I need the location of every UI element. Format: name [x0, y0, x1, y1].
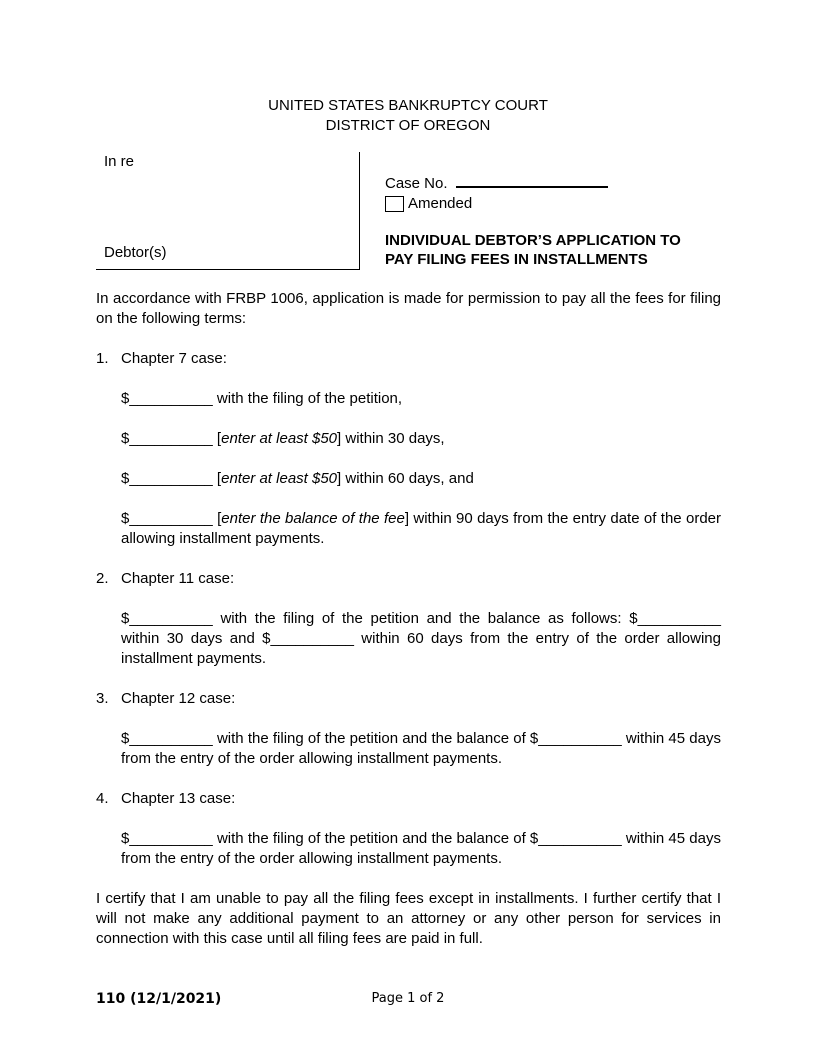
court-header: [0, 96, 816, 136]
line-text: with the filing of the petition,: [212, 390, 403, 407]
chapter-11-terms: $__________ with the filing of the petition and the balance as follows: $__________ within 30 days and $__________ within 60 days from the entry of the order allowing installment payments.: [121, 610, 721, 667]
amount-blank[interactable]: $__________: [121, 430, 213, 447]
instruction-text: enter at least $50: [221, 430, 338, 447]
line-text: ] within 90 days from the entry date of the order allowing installment payments.: [121, 510, 721, 547]
item-number: 3.: [96, 690, 109, 707]
caption-case-box: [385, 170, 725, 269]
amount-blank[interactable]: $__________: [121, 510, 213, 527]
amended-checkbox[interactable]: [385, 196, 404, 212]
in-re-label: In re: [104, 153, 135, 170]
case-number-field[interactable]: [456, 170, 608, 188]
amount-blank[interactable]: $__________: [121, 470, 213, 487]
chapter-7-line-1: [96, 389, 721, 409]
document-title: [385, 231, 725, 269]
item-title: Chapter 13 case:: [121, 790, 236, 807]
line-text: ] within 60 days, and: [337, 470, 474, 487]
item-title: Chapter 11 case:: [121, 570, 235, 587]
chapter-11-heading: [96, 569, 721, 589]
chapter-7-line-4: [96, 509, 721, 549]
chapter-7-line-3: [96, 469, 721, 489]
chapter-13-terms: $__________ with the filing of the petition and the balance of $__________ within 45 days from the entry of the order allowing installment payments.: [121, 830, 721, 867]
caption-debtor-box: [96, 152, 360, 270]
amended-row: [385, 194, 725, 214]
chapter-7-line-2: [96, 429, 721, 449]
bracket-open: [: [212, 510, 222, 527]
item-title: Chapter 7 case:: [121, 350, 227, 367]
item-number: 2.: [96, 570, 109, 587]
case-number-label: Case No.: [385, 175, 448, 192]
district-name: DISTRICT OF OREGON: [325, 117, 491, 134]
instruction-text: enter at least $50: [221, 470, 338, 487]
amount-blank[interactable]: $__________: [121, 390, 213, 407]
document-body: [96, 289, 721, 949]
chapter-12-heading: [96, 689, 721, 709]
debtors-label: Debtor(s): [104, 244, 167, 261]
chapter-13-heading: [96, 789, 721, 809]
title-line-2: PAY FILING FEES IN INSTALLMENTS: [385, 251, 648, 268]
amended-label: Amended: [408, 195, 473, 212]
title-line-1: INDIVIDUAL DEBTOR’S APPLICATION TO: [385, 232, 681, 249]
form-number: 110 (12/1/2021): [96, 991, 222, 1007]
bracket-open: [: [212, 430, 222, 447]
bracket-open: [: [212, 470, 222, 487]
case-number-row: [385, 170, 725, 194]
item-number: 1.: [96, 350, 109, 367]
line-text: ] within 30 days,: [337, 430, 445, 447]
instruction-text: enter the balance of the fee: [221, 510, 405, 527]
item-number: 4.: [96, 790, 109, 807]
chapter-7-heading: [96, 349, 721, 369]
chapter-12-terms: $__________ with the filing of the petition and the balance of $__________ within 45 days from the entry of the order allowing installment payments.: [121, 730, 721, 767]
intro-paragraph: In accordance with FRBP 1006, application is made for permission to pay all the fees for filing on the following terms:: [96, 290, 721, 327]
page-number: Page 1 of 2: [371, 991, 445, 1006]
item-title: Chapter 12 case:: [121, 690, 236, 707]
court-name: UNITED STATES BANKRUPTCY COURT: [268, 97, 548, 114]
certification-paragraph: I certify that I am unable to pay all the filing fees except in installments. I further certify that I will not make any additional payment to an attorney or any other person for services in connection with this case until all filing fees are paid in full.: [96, 890, 721, 947]
